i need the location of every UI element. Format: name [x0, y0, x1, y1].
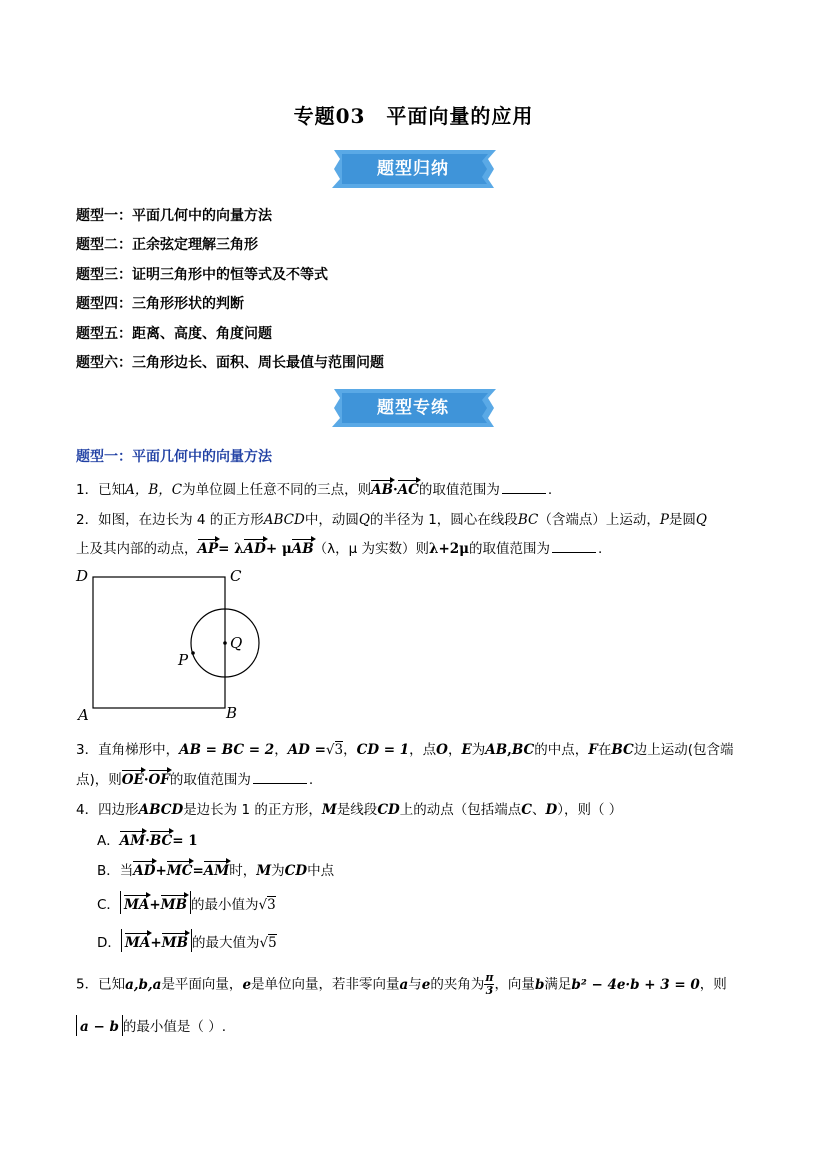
point-p — [191, 651, 195, 655]
answer-blank — [253, 783, 307, 784]
category-6: 题型六：三角形边长、面积、周长最值与范围问题 — [76, 355, 384, 371]
label-c: C — [230, 567, 242, 585]
question-2-line-2: 上及其内部的动点，AP= λAD+ μAB（λ，μ 为实数）则λ+2μ的取值范围为 . — [76, 541, 603, 557]
question-1: 1．已知A，B，C为单位圆上任意不同的三点，则AB·AC的取值范围为 . — [76, 482, 553, 498]
label-q: Q — [230, 634, 243, 652]
label-d: D — [76, 567, 89, 585]
category-1: 题型一：平面几何中的向量方法 — [76, 208, 272, 224]
label-a: A — [78, 706, 89, 724]
question-5-line-1: 5．已知a,b,a是平面向量，e是单位向量，若非零向量a与e的夹角为 $\frac{\pi}{3}$ ，向量b满足b² − 4e·b + 3 = 0，则 — [76, 971, 727, 997]
page-title: 专题03 平面向量的应用 — [293, 104, 534, 128]
label-b: B — [226, 704, 238, 722]
fraction-pi-over-3: $\frac{\pi}{3}$ — [485, 971, 494, 997]
category-2: 题型二：正余弦定理解三角形 — [76, 237, 258, 253]
option-d[interactable]: D． MA+MB 的最大值为√5 — [97, 929, 277, 952]
option-c[interactable]: C． MA+MB 的最小值为√3 — [97, 891, 276, 914]
section-title: 题型一：平面几何中的向量方法 — [76, 449, 272, 465]
category-4: 题型四：三角形形状的判断 — [76, 296, 244, 312]
question-2-line-1: 2．如图，在边长为 4 的正方形ABCD中，动圆Q的半径为 1，圆心在线段BC（含端点）上运动，P是圆Q — [76, 512, 707, 528]
square-circle-figure — [70, 565, 270, 725]
summary-banner — [328, 147, 498, 191]
question-3-line-1: 3．直角梯形中，AB = BC = 2，AD =√3，CD = 1，点O，E为AB,BC的中点，F在BC边上运动(包含端 — [76, 742, 734, 758]
question-5-line-2: a − b 的最小值是（ ）. — [76, 1015, 226, 1036]
answer-blank — [552, 552, 596, 553]
square-abcd — [93, 577, 225, 708]
summary-banner-text: 题型归纳 — [377, 159, 449, 179]
question-3-line-2: 点)，则OE·OF的取值范围为 . — [76, 772, 314, 788]
category-5: 题型五：距离、高度、角度问题 — [76, 326, 272, 342]
practice-banner-text: 题型专练 — [377, 398, 449, 418]
center-q-point — [223, 641, 227, 645]
option-a[interactable]: A．AM·BC= 1 — [97, 833, 198, 849]
category-3: 题型三：证明三角形中的恒等式及不等式 — [76, 267, 328, 283]
label-p: P — [178, 651, 189, 669]
question-4: 4．四边形ABCD是边长为 1 的正方形，M是线段CD上的动点（包括端点C、D），则（ ） — [76, 802, 623, 818]
practice-banner — [328, 386, 498, 430]
answer-blank — [502, 493, 546, 494]
option-b[interactable]: B．当AD+MC=AM时，M为CD中点 — [97, 863, 335, 879]
